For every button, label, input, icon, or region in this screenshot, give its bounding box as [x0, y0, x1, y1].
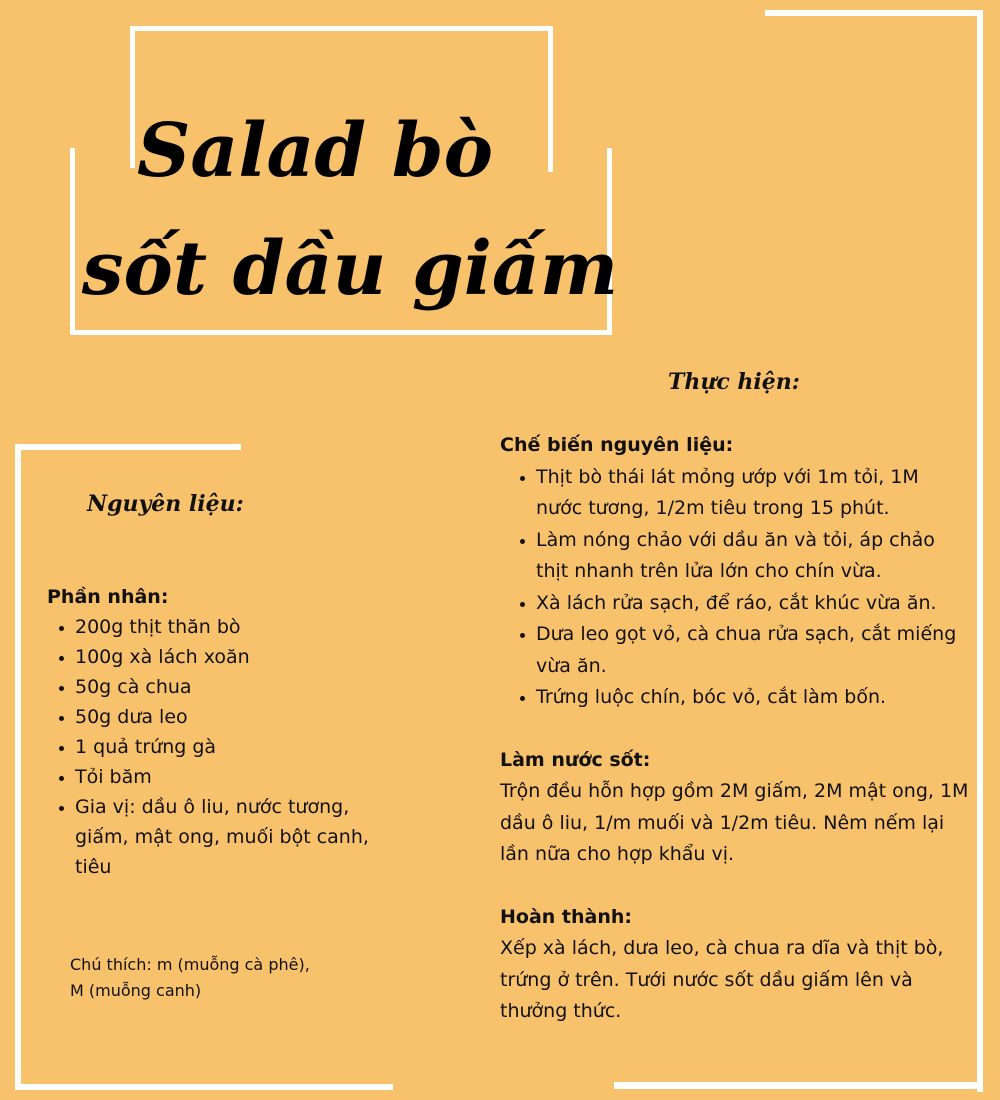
prep-title: Chế biến nguyên liệu: — [500, 434, 734, 456]
sauce-title: Làm nước sốt: — [500, 748, 651, 771]
prep-list — [500, 462, 970, 714]
ingredients-list — [47, 612, 407, 882]
list-item: • Dưa leo gọt vỏ, cà chua rửa sạch, cắt miếng vừa ăn. — [536, 619, 970, 682]
finish-title: Hoàn thành: — [500, 905, 632, 928]
page-title — [70, 92, 630, 328]
ingredients-section — [47, 582, 407, 882]
left-frame-top — [15, 444, 241, 450]
list-item: • Trứng luộc chín, bóc vỏ, cắt làm bốn. — [536, 682, 970, 714]
list-item: • Thịt bò thái lát mỏng ướp với 1m tỏi, 1M nước tương, 1/2m tiêu trong 15 phút. — [536, 462, 970, 525]
list-item: • 200g thịt thăn bò — [75, 612, 407, 642]
list-item: • Gia vị: dầu ô liu, nước tương, giấm, mật ong, muối bột canh, tiêu — [75, 792, 407, 882]
title-frame-top — [130, 26, 553, 31]
list-item: • Tỏi băm — [75, 762, 407, 792]
list-item: • Xà lách rửa sạch, để ráo, cắt khúc vừa ăn. — [536, 588, 970, 620]
list-item: • Làm nóng chảo với dầu ăn và tỏi, áp chảo thịt nhanh trên lửa lớn cho chín vừa. — [536, 525, 970, 588]
list-item: • 1 quả trứng gà — [75, 732, 407, 762]
steps-section — [500, 430, 970, 1028]
note-line-2: M (muỗng canh) — [70, 981, 202, 1000]
right-frame-right — [977, 10, 983, 1092]
list-item: • 50g dưa leo — [75, 702, 407, 732]
left-frame-left — [15, 444, 21, 1090]
list-item: • 50g cà chua — [75, 672, 407, 702]
units-note — [70, 952, 370, 1004]
right-frame-top — [765, 10, 983, 16]
right-frame-bottom — [614, 1082, 983, 1089]
ingredients-heading: Nguyên liệu: — [87, 491, 244, 517]
list-item: • 100g xà lách xoăn — [75, 642, 407, 672]
title-line-2: sốt dầu giấm — [81, 226, 619, 312]
note-line-1: Chú thích: m (muỗng cà phê), — [70, 955, 310, 974]
title-box-bottom — [70, 330, 612, 335]
sauce-text: Trộn đều hỗn hợp gồm 2M giấm, 2M mật ong, 1M dầu ô liu, 1/m muối và 1/2m tiêu. Nêm nếm lại lần nữa cho hợp khẩu vị. — [500, 780, 969, 865]
left-frame-bottom — [15, 1084, 393, 1090]
ingredients-subheading: Phần nhân: — [47, 586, 169, 608]
finish-text: Xếp xà lách, dưa leo, cà chua ra dĩa và thịt bò, trứng ở trên. Tưới nước sốt dầu giấm lên và thưởng thức. — [500, 937, 944, 1022]
steps-heading: Thực hiện: — [668, 369, 800, 395]
title-line-1: Salad bò — [136, 108, 494, 194]
